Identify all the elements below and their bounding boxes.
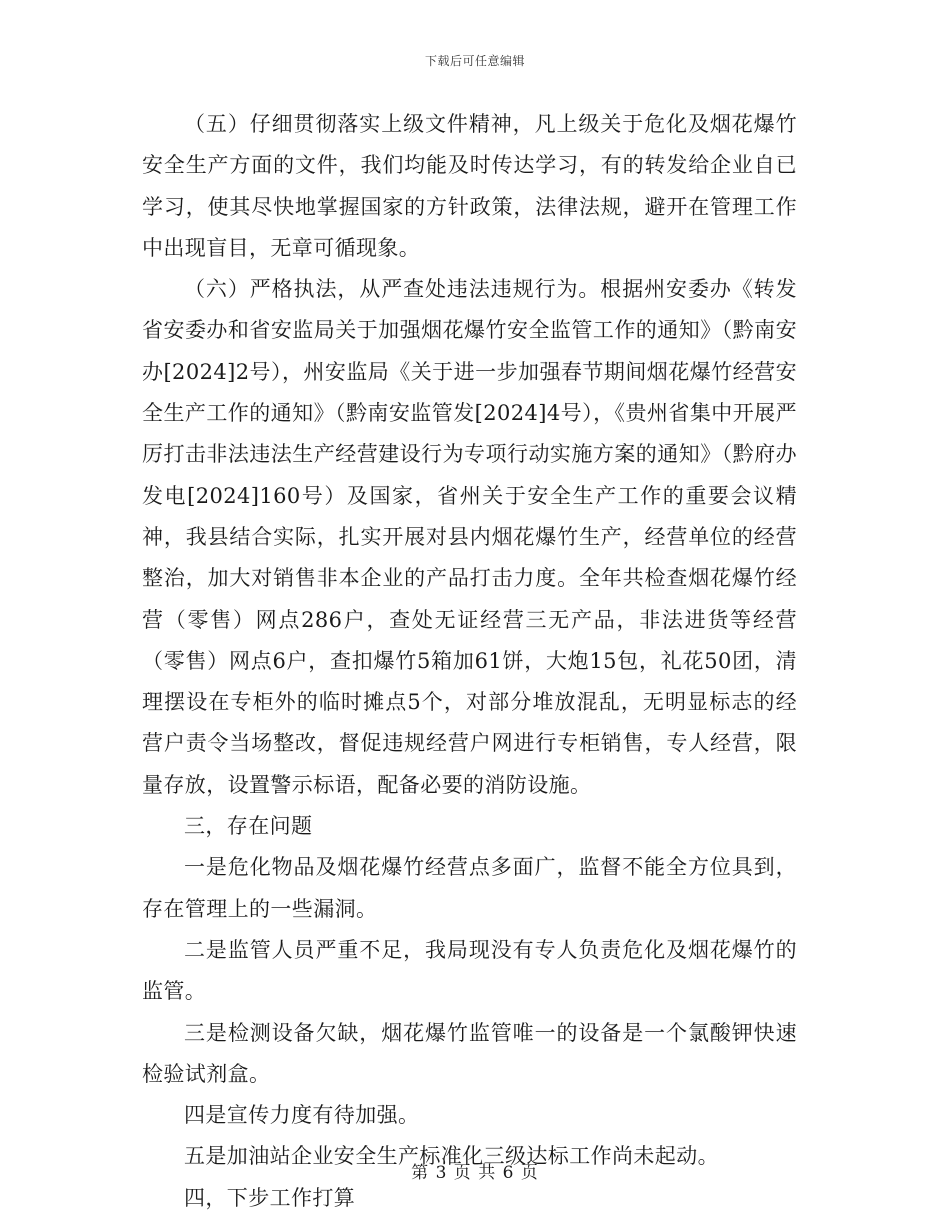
document-body: [142, 104, 797, 1219]
page-number-footer: 第 3 页 共 6 页: [411, 1163, 539, 1183]
problem-item-3: 三是检测设备欠缺，烟花爆竹监管唯一的设备是一个氯酸钾快速检验试剂盒。: [142, 1020, 797, 1086]
problem-item-1: 一是危化物品及烟花爆竹经营点多面广，监督不能全方位具到，存在管理上的一些漏洞。: [142, 855, 797, 921]
paragraph-5-implement-documents: （五）仔细贯彻落实上级文件精神，凡上级关于危化及烟花爆竹安全生产方面的文件，我们均能及时传达学习，有的转发给企业自已学习，使其尽快地掌握国家的方针政策，法律法规，避开在管理工作中出现盲目，无章可循现象。: [142, 112, 797, 260]
section-heading-next-steps: 四，下步工作打算: [184, 1185, 356, 1210]
problem-item-5: 五是加油站企业安全生产标准化三级达标工作尚未起动。: [184, 1144, 719, 1169]
page-header: 下载后可任意编辑: [424, 54, 525, 68]
problem-item-4: 四是宣传力度有待加强。: [184, 1103, 420, 1128]
section-heading-problems: 三，存在问题: [184, 814, 313, 839]
paragraph-6-strict-enforcement: （六）严格执法，从严查处违法违规行为。根据州安委办《转发省安委办和省安监局关于加强烟花爆竹安全监管工作的通知》（黔南安办[2024]2号），州安监局《关于进一步加强春节期间烟花爆竹经营安全生产工作的通知》（黔南安监管发[2024]4号），《贵州省集中开展严厉打击非法违法生产经营建设行为专项行动实施方案的通知》（黔府办发电[2024]160号）及国家，省州关于安全生产工作的重要会议精神，我县结合实际，扎实开展对县内烟花爆竹生产，经营单位的经营整治，加大对销售非本企业的产品打击力度。全年共检查烟花爆竹经营（零售）网点286户，查处无证经营三无产品，非法进货等经营（零售）网点6户，查扣爆竹5箱加61饼，大炮15包，礼花50团，清理摆设在专柜外的临时摊点5个，对部分堆放混乱，无明显标志的经营户责令当场整改，督促违规经营户网进行专柜销售，专人经营，限量存放，设置警示标语，配备必要的消防设施。: [142, 277, 797, 797]
problem-item-2: 二是监管人员严重不足，我局现没有专人负责危化及烟花爆竹的监管。: [142, 937, 797, 1004]
